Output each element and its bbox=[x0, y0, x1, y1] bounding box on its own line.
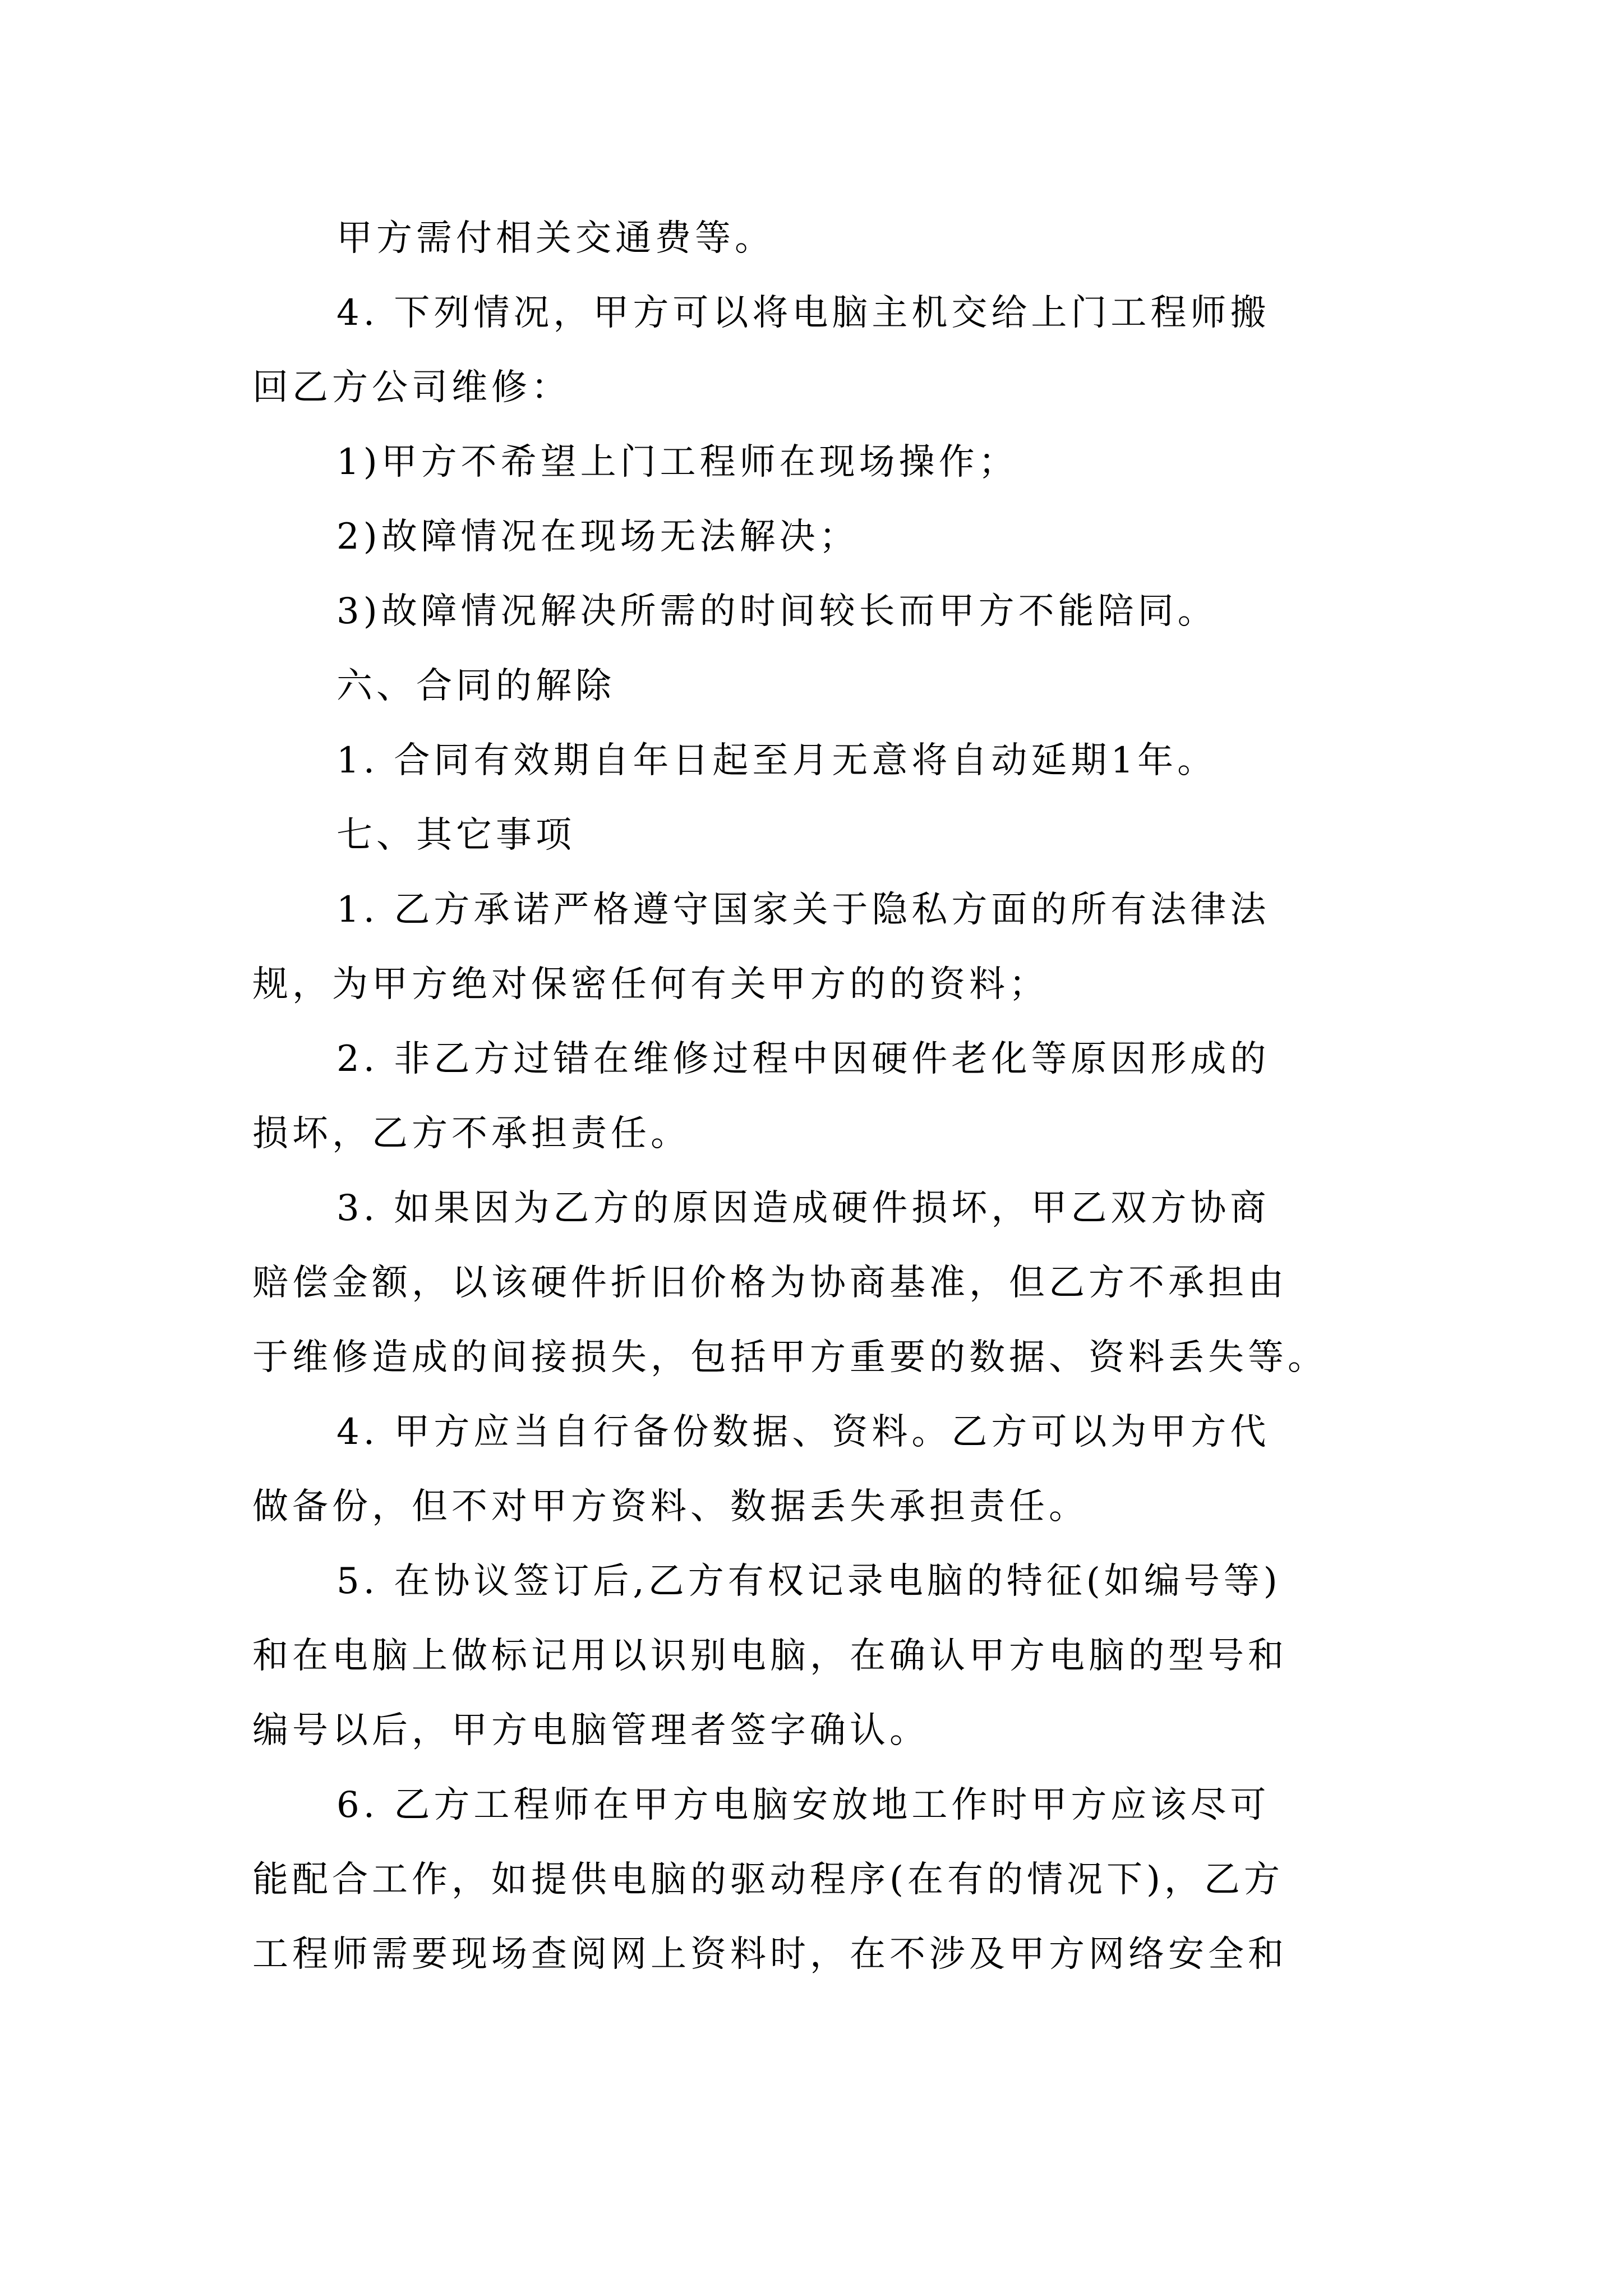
section-heading: 六、合同的解除 bbox=[336, 665, 615, 707]
text-line: 做备份，但不对甲方资料、数据丢失承担责任。 bbox=[252, 1486, 1089, 1527]
text-line: 1)甲方不希望上门工程师在现场操作； bbox=[336, 441, 1018, 483]
text-line: 工程师需要现场查阅网上资料时，在不涉及甲方网络安全和 bbox=[252, 1934, 1288, 1975]
text-line: 2. 非乙方过错在维修过程中因硬件老化等原因形成的 bbox=[336, 1038, 1270, 1080]
text-line: 损坏，乙方不承担责任。 bbox=[252, 1113, 690, 1154]
text-line: 2)故障情况在现场无法解决； bbox=[336, 516, 859, 558]
text-line: 3. 如果因为乙方的原因造成硬件损坏，甲乙双方协商 bbox=[336, 1188, 1270, 1229]
text-line: 3)故障情况解决所需的时间较长而甲方不能陪同。 bbox=[336, 591, 1218, 632]
text-line: 赔偿金额，以该硬件折旧价格为协商基准，但乙方不承担由 bbox=[252, 1262, 1288, 1304]
text-line: 规，为甲方绝对保密任何有关甲方的的资料； bbox=[252, 964, 1049, 1005]
text-line: 回乙方公司维修： bbox=[252, 367, 571, 408]
text-line: 4. 下列情况，甲方可以将电脑主机交给上门工程师搬 bbox=[336, 292, 1270, 334]
section-heading: 七、其它事项 bbox=[336, 815, 575, 856]
text-line: 能配合工作，如提供电脑的驱动程序(在有的情况下)，乙方 bbox=[252, 1859, 1284, 1901]
text-line: 1. 乙方承诺严格遵守国家关于隐私方面的所有法律法 bbox=[336, 889, 1270, 931]
text-line: 编号以后，甲方电脑管理者签字确认。 bbox=[252, 1710, 929, 1751]
text-line: 4. 甲方应当自行备份数据、资料。乙方可以为甲方代 bbox=[336, 1411, 1270, 1453]
text-line: 于维修造成的间接损失，包括甲方重要的数据、资料丢失等。 bbox=[252, 1337, 1327, 1378]
text-line: 1. 合同有效期自年日起至月无意将自动延期1年。 bbox=[336, 740, 1218, 781]
text-line: 和在电脑上做标记用以识别电脑，在确认甲方电脑的型号和 bbox=[252, 1635, 1288, 1677]
text-line: 5. 在协议签订后,乙方有权记录电脑的特征(如编号等) bbox=[336, 1561, 1281, 1602]
text-line: 6. 乙方工程师在甲方电脑安放地工作时甲方应该尽可 bbox=[336, 1784, 1270, 1826]
text-line: 甲方需付相关交通费等。 bbox=[336, 218, 774, 259]
